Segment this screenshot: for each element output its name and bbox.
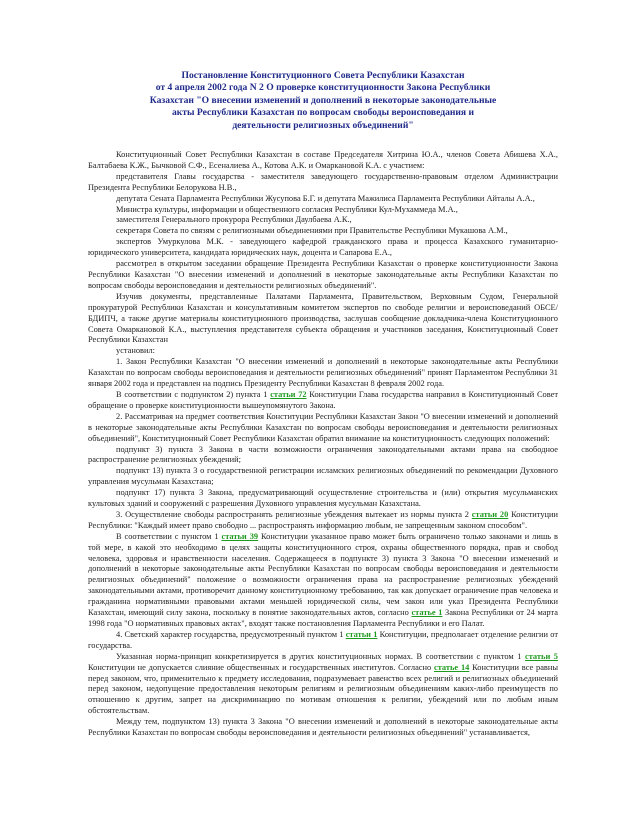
title-line: Казахстан "О внесении изменений и дополнений в некоторые законодательные	[149, 94, 497, 106]
paragraph-participant: заместителя Генерального прокурора Республики Даулбаева А.К.,	[116, 215, 352, 225]
paragraph-participant: представителя Главы государства - заместителя заведующего государственно-правовым отделом Администрации Президента Республики Белорукова Н.В.,	[88, 171, 558, 192]
link-article-14[interactable]: статье 14	[433, 662, 470, 672]
paragraph-point-2: 2. Рассматривая на предмет соответствия Конституции Республики Казахстан Закон "О внесении изменений и дополнений в некоторые законодательные акты Республики Казахстан по вопросам свободы вероисповедания и деятельности религиозных объединений", Конституционный Совет Республики Казахстан обратил внимание на конституционность следующих положений:	[88, 411, 558, 443]
paragraph-norm-principle	[88, 652, 558, 717]
text-span: Конституции Глава государства направил в Конституционный Совет обращение о проверке конституционности вышеупомянутого Закона.	[88, 389, 558, 410]
paragraph-participant: Министра культуры, информации и общественного согласия Республики Кул-Мухаммеда М.А.,	[116, 204, 458, 214]
text-span: В соответствии с пунктом 1	[116, 531, 222, 541]
paragraph-meanwhile: Между тем, подпунктом 13) пункта 3 Закона "О внесении изменений и дополнений в некоторые законодательные акты Республики Казахстан по вопросам свободы вероисповедания и деятельности религиозных объединений" устанавливается,	[88, 717, 558, 738]
paragraph-article-39	[88, 532, 558, 630]
link-article-1[interactable]: статьи 1	[345, 629, 378, 639]
paragraph-composition: Конституционный Совет Республики Казахстан в составе Председателя Хитрина Ю.А., членов Совета Абишева Х.А., Балтабаева К.Ж., Бычковой С.Ф., Есеналиева А., Котова А.К. и Омаркановой К.А. с участием:	[88, 150, 558, 170]
link-article-20[interactable]: статьи 20	[471, 509, 509, 519]
paragraph-established: установил:	[116, 346, 155, 356]
title-line: от 4 апреля 2002 года N 2 О проверке конституционности Закона Республики	[155, 82, 491, 94]
title-line: деятельности религиозных объединений"	[232, 119, 414, 131]
paragraph-subpoint-13: подпункт 13) пункта 3 о государственной регистрации исламских религиозных объединений по рекомендации Духовного управления мусульман Казахстана;	[88, 466, 558, 487]
text-span: Указанная норма-принцип конкретизируется в других конституционных нормах. В соответствии с пунктом 1	[116, 651, 525, 661]
text-span: Конституции, предполагает отделение религии от государства.	[88, 629, 558, 650]
paragraph-participant: секретаря Совета по связям с религиозными объединениями при Правительстве Республики Мукашова А.М.,	[116, 226, 508, 236]
link-article-1-law[interactable]: статье 1	[411, 608, 443, 618]
text-span: Конституции указанное право может быть ограничено только законами и лишь в той мере, в какой это необходимо в целях защиты конституционного строя, охраны общественного порядка, прав и свобод человека, здоровья и нравственности населения. Содержащееся в подпункте 3) пункта 3 Закона "О внесении изменений и дополнений в некоторые законодательные акты Республики Казахстан по вопросам свободы вероисповедания и деятельности религиозных объединений" положение о возможности ограничения права на распространение религиозных убеждений законодательными актами, противоречит данному конституционному требованию, так как допускает ограничение прав человека и гражданина нормативными правовыми актами меньшей юридической силы, чем закон или указ Президента Республики Казахстан, имеющий силу закона, поскольку в понятие законодательных актов, согласно	[88, 531, 559, 618]
title-line: акты Республики Казахстан по вопросам свободы вероисповедания и	[171, 107, 475, 119]
paragraph-studied: Изучив документы, представленные Палатами Парламента, Правительством, Верховным Судом, Генеральной прокуратурой Республики Казахстан и консультативным комитетом экспертов по свободе религии и вероисповеданий ОБСЕ/БДИПЧ, а также другие материалы конституционного производства, заслушав сообщение докладчика-члена Конституционного Совета Омаркановой К.А., выступления представителя субъекта обращения и участников заседания, Конституционный Совет Республики Казахстан	[88, 291, 558, 345]
text-span: 3. Осуществление свободы распространять религиозные убеждения вытекает из нормы пункта 2	[116, 509, 472, 519]
document-title	[88, 70, 558, 132]
paragraph-subpoint-3: подпункт 3) пункта 3 Закона в части возможности ограничения законодательными актами права на свободное распространение религиозных убеждений;	[88, 444, 558, 465]
paragraph-participant: депутата Сената Парламента Республики Жусупова Б.Г. и депутата Мажилиса Парламента Республики Айталы А.А.,	[116, 193, 535, 203]
paragraph-point-1: 1. Закон Республики Казахстан "О внесении изменений и дополнений в некоторые законодательные акты Республики Казахстан по вопросам свободы вероисповедания и деятельности религиозных объединений" принят Парламентом Республики 31 января 2002 года и представлен на подпись Президенту Республики Казахстан 8 февраля 2002 года.	[88, 357, 558, 389]
title-line: Постановление Конституционного Совета Республики Казахстан	[181, 70, 465, 81]
paragraph-subpoint-17: подпункт 17) пункта 3 Закона, предусматривающий осуществление строительства и (или) открытия мусульманских культовых зданий и сооружений с разрешения Духовного управления мусульман Казахстана.	[88, 488, 558, 509]
paragraph-experts: экспертов Умуркулова М.К. - заведующего кафедрой гражданского права и процесса Казахского гуманитарно-юридического университета, кандидата юридических наук, доцента и Сапарова Е.А.,	[88, 237, 558, 258]
paragraph-point-4	[88, 630, 558, 652]
link-article-5[interactable]: статьи 5	[525, 651, 558, 661]
link-article-39[interactable]: статьи 39	[221, 531, 259, 541]
text-span: Закона Республики от 24 марта 1998 года "О нормативных правовых актах", входят также постановления Парламента Республики и его Палат.	[88, 608, 558, 628]
text-span: В соответствии с подпунктом 2) пункта 1	[116, 389, 271, 399]
text-span: Конституции Республики: "Каждый имеет право свободно ... распространять информацию любым, не запрещенным законом способом".	[88, 509, 558, 530]
document-body	[88, 150, 558, 739]
text-span: Конституции все равны перед законом, что, применительно к предмету исследования, подразумевает равенство всех религий и религиозных объединений перед законом, недопущение предоставления некоторым религиям и религиозным объединениям каких-либо преимуществ по отношению к другим, запрет на дискриминацию по мотивам отношения к религии, убеждений или по любым иным обстоятельствам.	[88, 662, 558, 716]
text-span: 4. Светский характер государства, предусмотренный пунктом 1	[116, 629, 346, 639]
link-article-72[interactable]: статьи 72	[270, 389, 307, 399]
text-span: Конституции не допускается слияние общественных и государственных институтов. Согласно	[88, 662, 434, 672]
paragraph-considered: рассмотрел в открытом заседании обращение Президента Республики Казахстан о проверке конституционности Закона Республики Казахстан "О внесении изменений и дополнений в некоторые законодательные акты Республики Казахстан по вопросам свободы вероисповедания и деятельности религиозных объединений".	[88, 259, 558, 290]
paragraph-article-72	[88, 390, 558, 412]
paragraph-point-3	[88, 510, 558, 532]
